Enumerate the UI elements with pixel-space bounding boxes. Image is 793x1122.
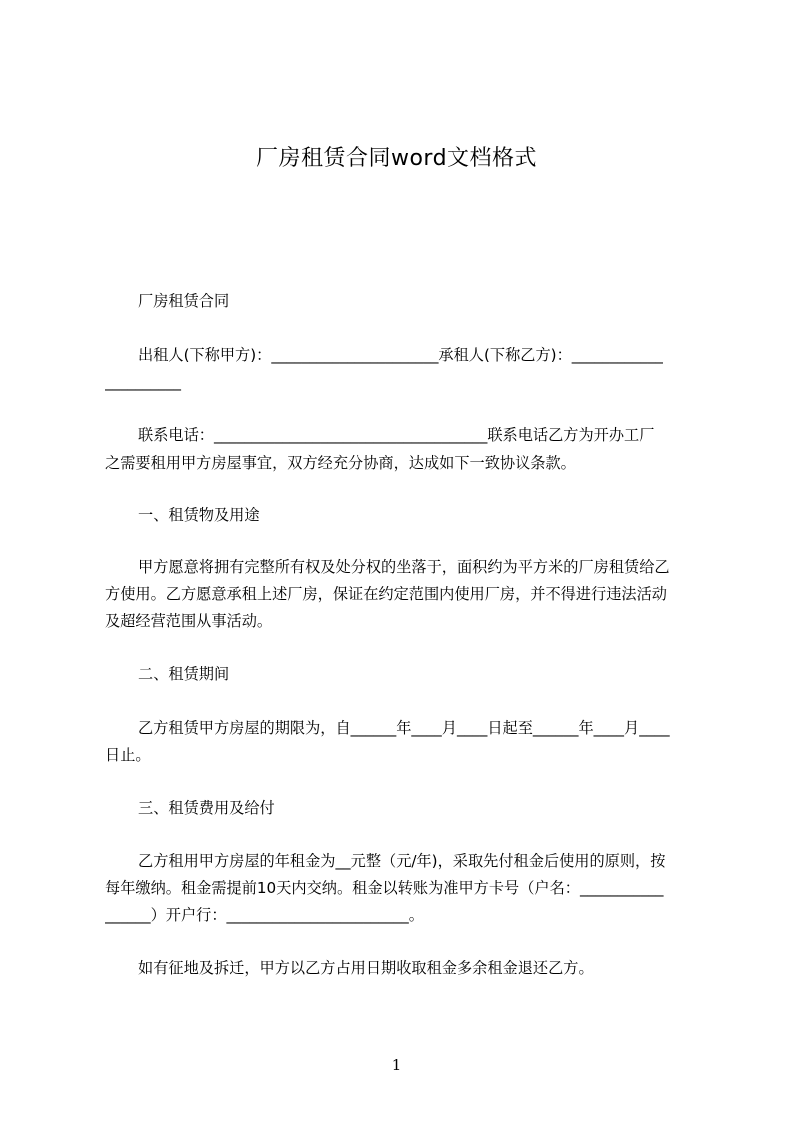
- section-1-paragraph-line: 及超经营范围从事活动。: [105, 612, 273, 630]
- document-title: 厂房租赁合同word文档格式: [255, 146, 538, 171]
- preamble-line: 之需要租用甲方房屋事宜，双方经充分协商，达成如下一致协议条款。: [105, 454, 576, 472]
- section-3-paragraph-line: ______）开户行：________________________。: [105, 906, 424, 924]
- page-number: 1: [391, 1056, 402, 1074]
- section-2-paragraph-line: 日止。: [105, 746, 151, 764]
- lessor-lessee-line: 出租人(下称甲方)：______________________承租人(下称乙方)：____________: [138, 346, 663, 364]
- section-2-paragraph-line: 乙方租赁甲方房屋的期限为，自______年____月____日起至______年____月____: [138, 719, 670, 737]
- section-1-heading: 一、租赁物及用途: [138, 506, 260, 524]
- section-3-paragraph-line: 每年缴纳。租金需提前10天内交纳。租金以转账为准甲方卡号（户名：___________: [105, 879, 664, 897]
- contact-phone-line: 联系电话：____________________________________联系电话乙方为开办工厂: [138, 426, 655, 444]
- section-3-heading: 三、租赁费用及给付: [138, 799, 275, 817]
- section-2-heading: 二、租赁期间: [138, 665, 230, 683]
- demolition-clause: 如有征地及拆迁，甲方以乙方占用日期收取租金多余租金退还乙方。: [138, 959, 594, 977]
- contract-heading: 厂房租赁合同: [138, 292, 230, 310]
- section-3-paragraph-line: 乙方租用甲方房屋的年租金为__元整（元/年)，采取先付租金后使用的原则，按: [138, 852, 666, 870]
- section-1-paragraph-line: 方使用。乙方愿意承租上述厂房，保证在约定范围内使用厂房，并不得进行违法活动: [105, 585, 667, 603]
- lessee-blank-continued: __________: [105, 373, 181, 391]
- section-1-paragraph-line: 甲方愿意将拥有完整所有权及处分权的坐落于，面积约为平方米的厂房租赁给乙: [138, 558, 670, 576]
